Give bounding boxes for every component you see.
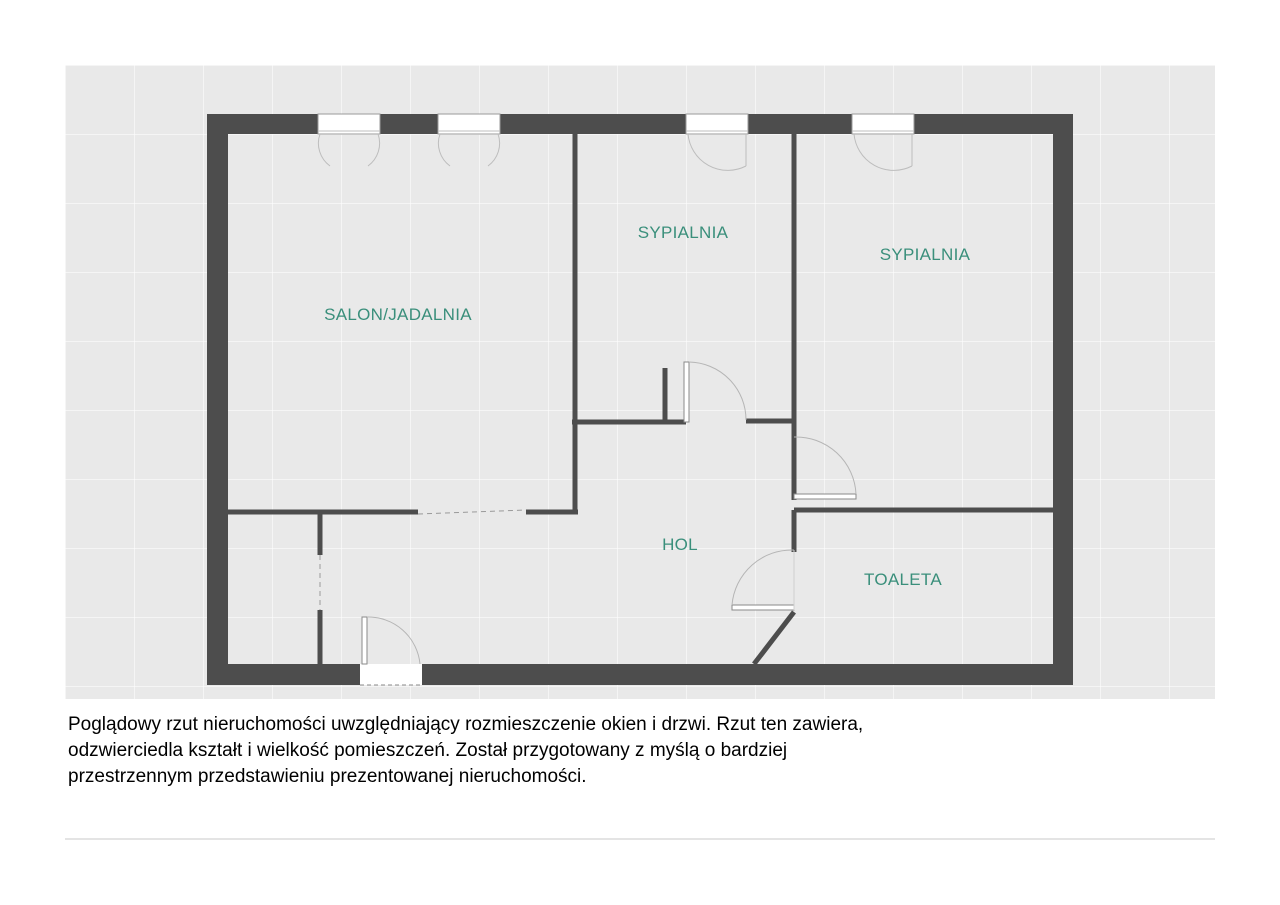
passages bbox=[320, 510, 526, 610]
room-label-hall: HOL bbox=[662, 535, 698, 554]
description-line-1: Poglądowy rzut nieruchomości uwzględniający rozmieszczenie okien i drzwi. Rzut ten zawiera, bbox=[68, 714, 864, 735]
door-swing-toilet bbox=[732, 550, 794, 605]
door-swing-entrance bbox=[367, 617, 420, 664]
plan-description bbox=[68, 712, 1068, 790]
description-line-3: przestrzennym przedstawieniu prezentowanej nieruchomości. bbox=[68, 766, 587, 787]
door-swing-bedroom-1 bbox=[689, 362, 746, 420]
window-sashes bbox=[318, 131, 914, 170]
floor-plan-area bbox=[65, 65, 1215, 699]
exterior-walls bbox=[207, 114, 1073, 685]
doors bbox=[360, 362, 856, 685]
door-leaf-entrance bbox=[362, 617, 367, 664]
door-leaf-toilet bbox=[732, 605, 794, 610]
room-label-toilet: TOALETA bbox=[864, 570, 942, 589]
room-label-bedroom-2: SYPIALNIA bbox=[879, 245, 971, 264]
room-label-bedroom-1: SYPIALNIA bbox=[637, 223, 729, 242]
footer-divider bbox=[65, 838, 1215, 840]
door-leaf-bedroom-1 bbox=[684, 362, 689, 422]
description-line-2: odzwierciedla kształt i wielkość pomieszczeń. Został przygotowany z myślą o bardziej bbox=[68, 740, 788, 761]
room-label-salon: SALON/JADALNIA bbox=[324, 305, 472, 324]
door-leaf-bedroom-2 bbox=[794, 494, 856, 499]
door-swing-bedroom-2 bbox=[794, 437, 856, 494]
